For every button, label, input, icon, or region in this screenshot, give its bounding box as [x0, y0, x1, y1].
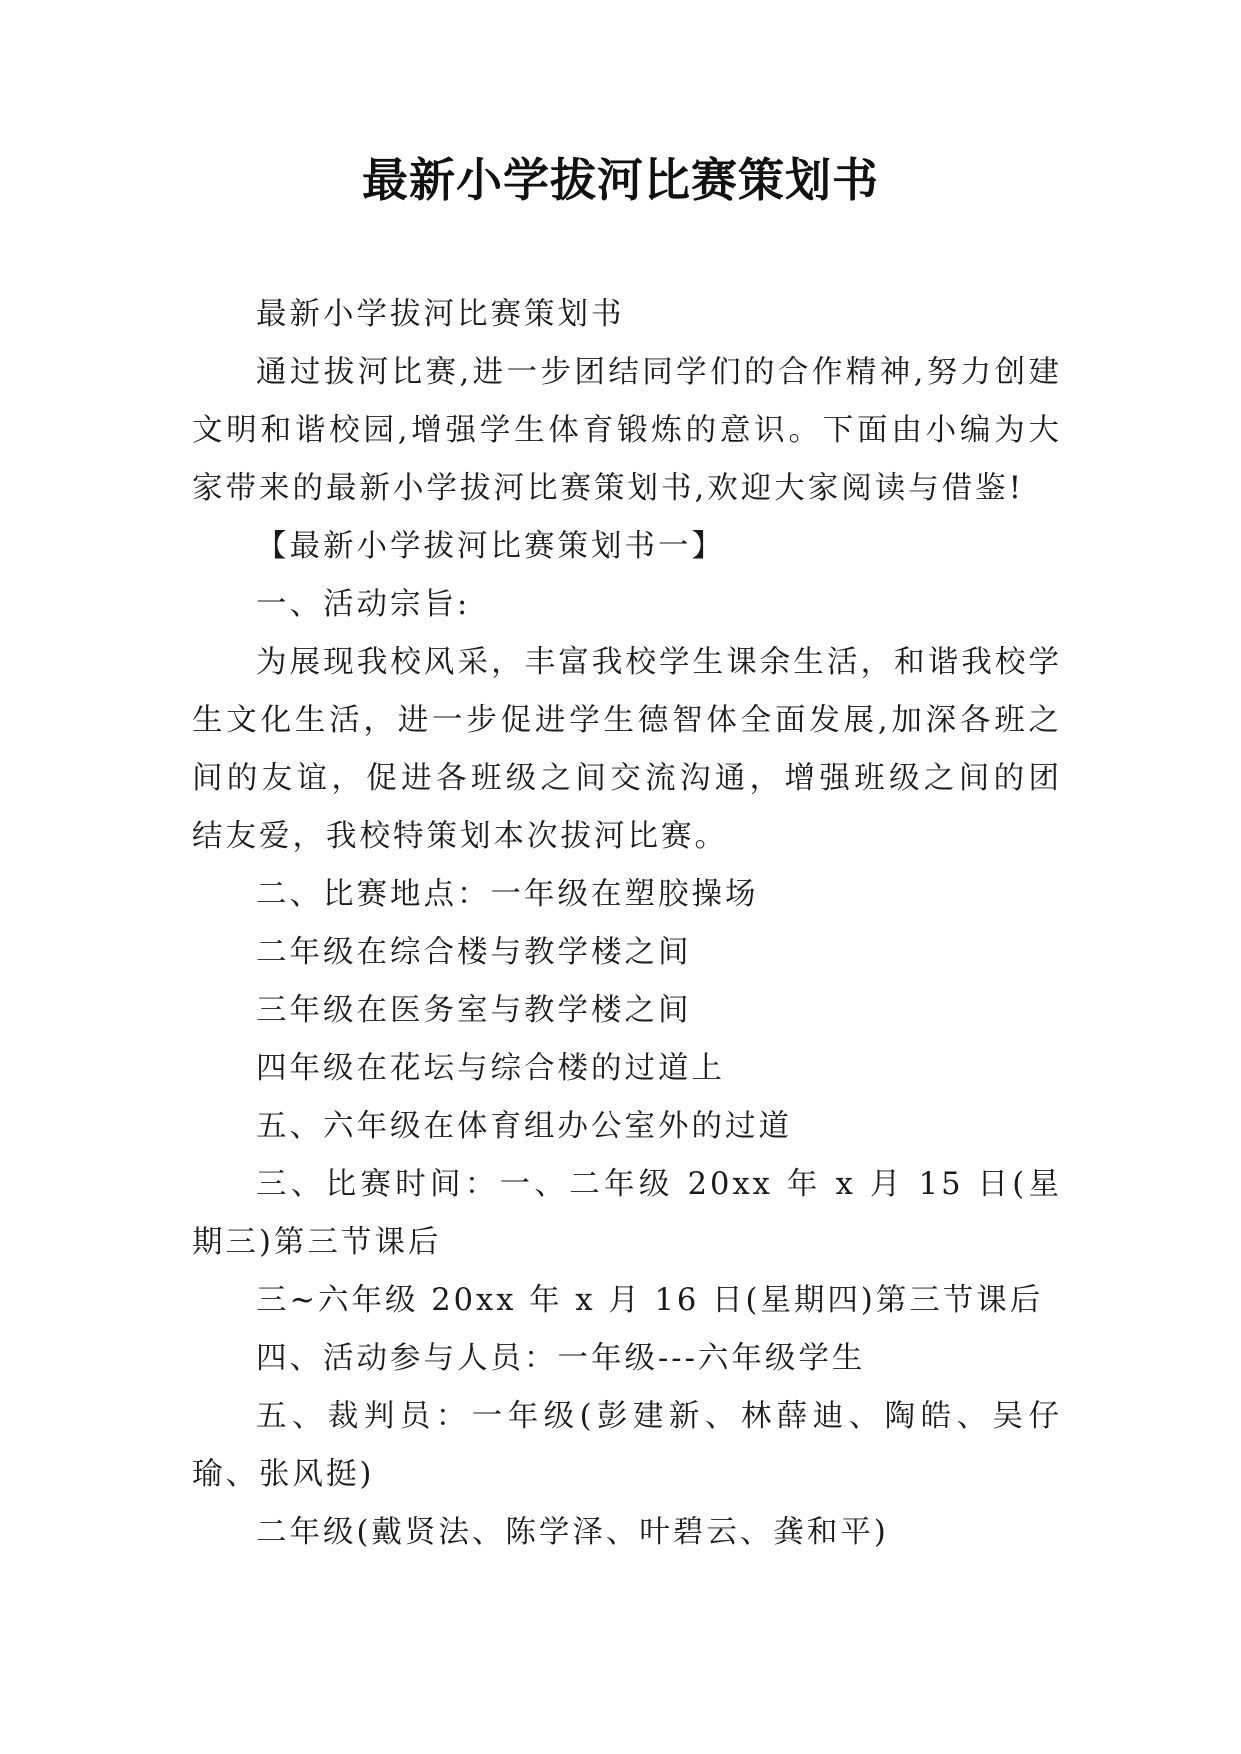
paragraph-venue-grade2: 二年级在综合楼与教学楼之间: [256, 935, 692, 970]
paragraph-venue-grade4: 四年级在花坛与综合楼的过道上: [256, 1051, 725, 1086]
paragraph-activity-purpose: 为展现我校风采，丰富我校学生课余生活，和谐我校学生文化生活，进一步促进学生德智体全面发展,加深各班之间的友谊，促进各班级之间交流沟通，增强班级之间的团结友爱，我校特策划本次拔河比赛。: [192, 645, 1062, 854]
paragraph-referees-grade1: 五、裁判员：一年级(彭建新、林薛迪、陶皓、吴仔瑜、张风挺): [192, 1399, 1062, 1492]
paragraph-venue-grade3: 三年级在医务室与教学楼之间: [256, 993, 692, 1028]
heading-activity-purpose: 一、活动宗旨:: [256, 587, 471, 622]
paragraph-intro: 通过拔河比赛,进一步团结同学们的合作精神,努力创建文明和谐校园,增强学生体育锻炼的意识。下面由小编为大家带来的最新小学拔河比赛策划书,欢迎大家阅读与借鉴!: [192, 355, 1062, 506]
paragraph-subtitle: 最新小学拔河比赛策划书: [256, 297, 625, 332]
paragraph-time-grade3-6: 三~六年级 20xx 年 x 月 16 日(星期四)第三节课后: [256, 1283, 1044, 1318]
document-title: 最新小学拔河比赛策划书: [362, 153, 879, 207]
paragraph-time-grade1-2: 三、比赛时间：一、二年级 20xx 年 x 月 15 日(星期三)第三节课后: [192, 1167, 1062, 1260]
paragraph-referees-grade2: 二年级(戴贤法、陈学泽、叶碧云、龚和平): [256, 1515, 889, 1550]
paragraph-venue-grade1: 二、比赛地点：一年级在塑胶操场: [256, 877, 759, 912]
document-body: [192, 286, 1062, 1562]
paragraph-venue-grade5-6: 五、六年级在体育组办公室外的过道: [256, 1109, 792, 1144]
paragraph-participants: 四、活动参与人员：一年级---六年级学生: [256, 1341, 866, 1376]
section-heading-one: 【最新小学拔河比赛策划书一】: [256, 529, 725, 564]
